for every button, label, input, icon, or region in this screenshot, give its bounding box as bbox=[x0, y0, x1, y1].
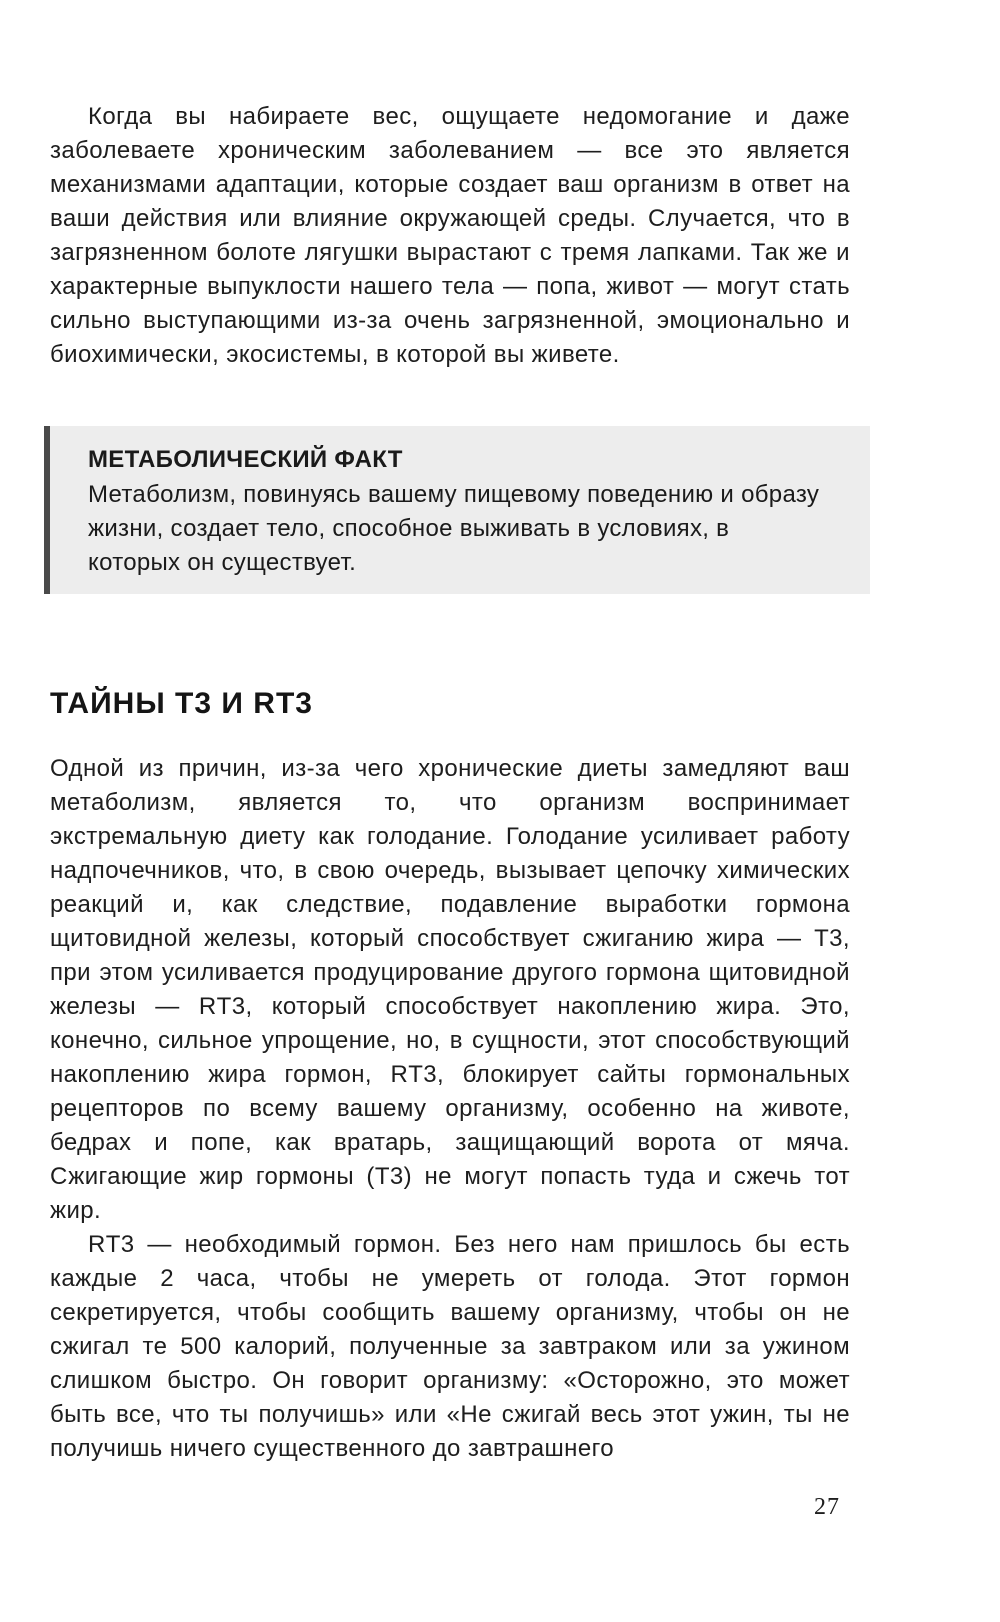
intro-text bbox=[50, 100, 850, 372]
section-heading: ТАЙНЫ Т3 И RT3 bbox=[50, 687, 313, 720]
page-number: 27 bbox=[814, 1494, 840, 1520]
fact-box-text: Метаболизм, повинуясь вашему пищевому поведению и образу жизни, создает тело, способное выживать в условиях, в которых он существует. bbox=[88, 481, 820, 576]
intro-paragraph: Когда вы набираете вес, ощущаете недомогание и даже заболеваете хроническим заболеванием — все это является механизмами адаптации, которые создает ваш организм в ответ на ваши действия или влияние окружающей среды. Случается, что в загрязненном болоте лягушки вырастают с тремя лапками. Так же и характерные выпуклости нашего тела — попа, живот — могут стать сильно выступающими из-за очень загрязненной, эмоционально и биохимически, экосистемы, в которой вы живете. bbox=[50, 103, 850, 368]
metabolic-fact-callout bbox=[44, 426, 870, 594]
section-paragraph-1: Одной из причин, из-за чего хронические диеты замедляют ваш метаболизм, является то, что организм воспринимает экстремальную диету как голодание. Голодание усиливает работу надпочечников, что, в свою очередь, вызывает цепочку химических реакций и, как следствие, подавление выработки гормона щитовидной железы, который способствует сжиганию жира — Т3, при этом усиливается продуцирование другого гормона щитовидной железы — RТ3, который способствует накоплению жира. Это, конечно, сильное упрощение, но, в сущности, этот способствующий накоплению жира гормон, RТ3, блокирует сайты гормональных рецепторов по всему вашему организму, особенно на животе, бедрах и попе, как вратарь, защищающий ворота от мяча. Сжигающие жир гормоны (Т3) не могут попасть туда и сжечь тот жир. bbox=[50, 755, 850, 1224]
fact-box-title: МЕТАБОЛИЧЕСКИЙ ФАКТ bbox=[88, 446, 403, 473]
section-body bbox=[50, 752, 850, 1466]
section-paragraph-2: RТ3 — необходимый гормон. Без него нам пришлось бы есть каждые 2 часа, чтобы не умереть от голода. Этот гормон секретируется, чтобы сообщить вашему организму, чтобы он не сжигал те 500 калорий, полученные за завтраком или за ужином слишком быстро. Он говорит организму: «Осторожно, это может быть все, что ты получишь» или «Не сжигай весь этот ужин, ты не получишь ничего существенного до завтрашнего bbox=[50, 1231, 850, 1462]
